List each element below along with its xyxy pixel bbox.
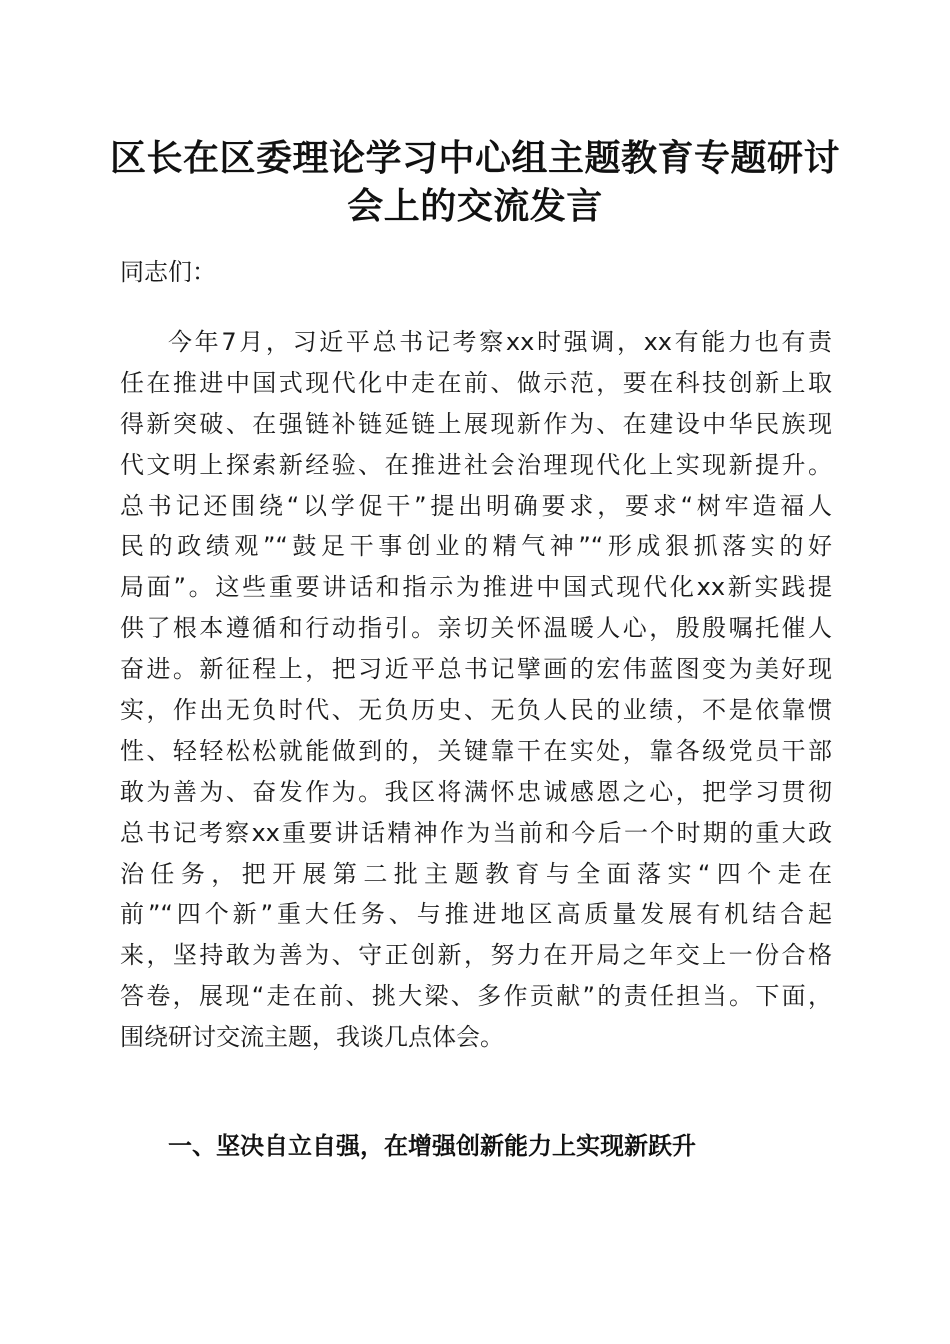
paragraph-line: 总书记还围绕“以学促干”提出明确要求，要求“树牢造福人 [120, 491, 832, 520]
paragraph-line: 前”“四个新”重大任务、与推进地区高质量发展有机结合起 [120, 900, 832, 929]
paragraph-line: 实，作出无负时代、无负历史、无负人民的业绩，不是依靠惯 [120, 696, 832, 725]
paragraph-line: 任在推进中国式现代化中走在前、做示范，要在科技创新上取 [120, 368, 832, 397]
paragraph-line: 供了根本遵循和行动指引。亲切关怀温暖人心，殷殷嘱托催人 [120, 614, 832, 643]
paragraph-line: 性、轻轻松松就能做到的，关键靠干在实处，靠各级党员干部 [120, 736, 832, 765]
paragraph-line: 奋进。新征程上，把习近平总书记擘画的宏伟蓝图变为美好现 [120, 655, 832, 684]
paragraph-line: 得新突破、在强链补链延链上展现新作为、在建设中华民族现 [120, 409, 832, 438]
paragraph-line: 来，坚持敢为善为、守正创新，努力在开局之年交上一份合格 [120, 941, 832, 970]
paragraph-line: 治任务，把开展第二批主题教育与全面落实“四个走在 [120, 859, 832, 888]
section-heading: 一、坚决自立自强，在增强创新能力上实现新跃升 [168, 1132, 696, 1160]
salutation: 同志们： [120, 258, 216, 286]
paragraph-line: 民的政绩观”“鼓足干事创业的精气神”“形成狠抓落实的好 [120, 532, 832, 561]
paragraph-line: 局面”。这些重要讲话和指示为推进中国式现代化xx新实践提 [120, 573, 832, 602]
paragraph-line: 围绕研讨交流主题，我谈几点体会。 [120, 1023, 504, 1052]
paragraph-line: 今年7月，习近平总书记考察xx时强调，xx有能力也有责 [168, 328, 832, 356]
paragraph-line: 敢为善为、奋发作为。我区将满怀忠诚感恩之心，把学习贯彻 [120, 777, 832, 806]
title-line-2: 会上的交流发言 [347, 185, 603, 227]
body-paragraph [120, 322, 832, 1058]
paragraph-line: 代文明上探索新经验、在推进社会治理现代化上实现新提升。 [120, 450, 832, 479]
document-title [100, 134, 850, 230]
paragraph-line: 答卷，展现“走在前、挑大梁、多作贡献”的责任担当。下面， [120, 982, 832, 1011]
paragraph-line: 总书记考察xx重要讲话精神作为当前和今后一个时期的重大政 [120, 818, 832, 847]
title-line-1: 区长在区委理论学习中心组主题教育专题研讨 [109, 137, 840, 179]
